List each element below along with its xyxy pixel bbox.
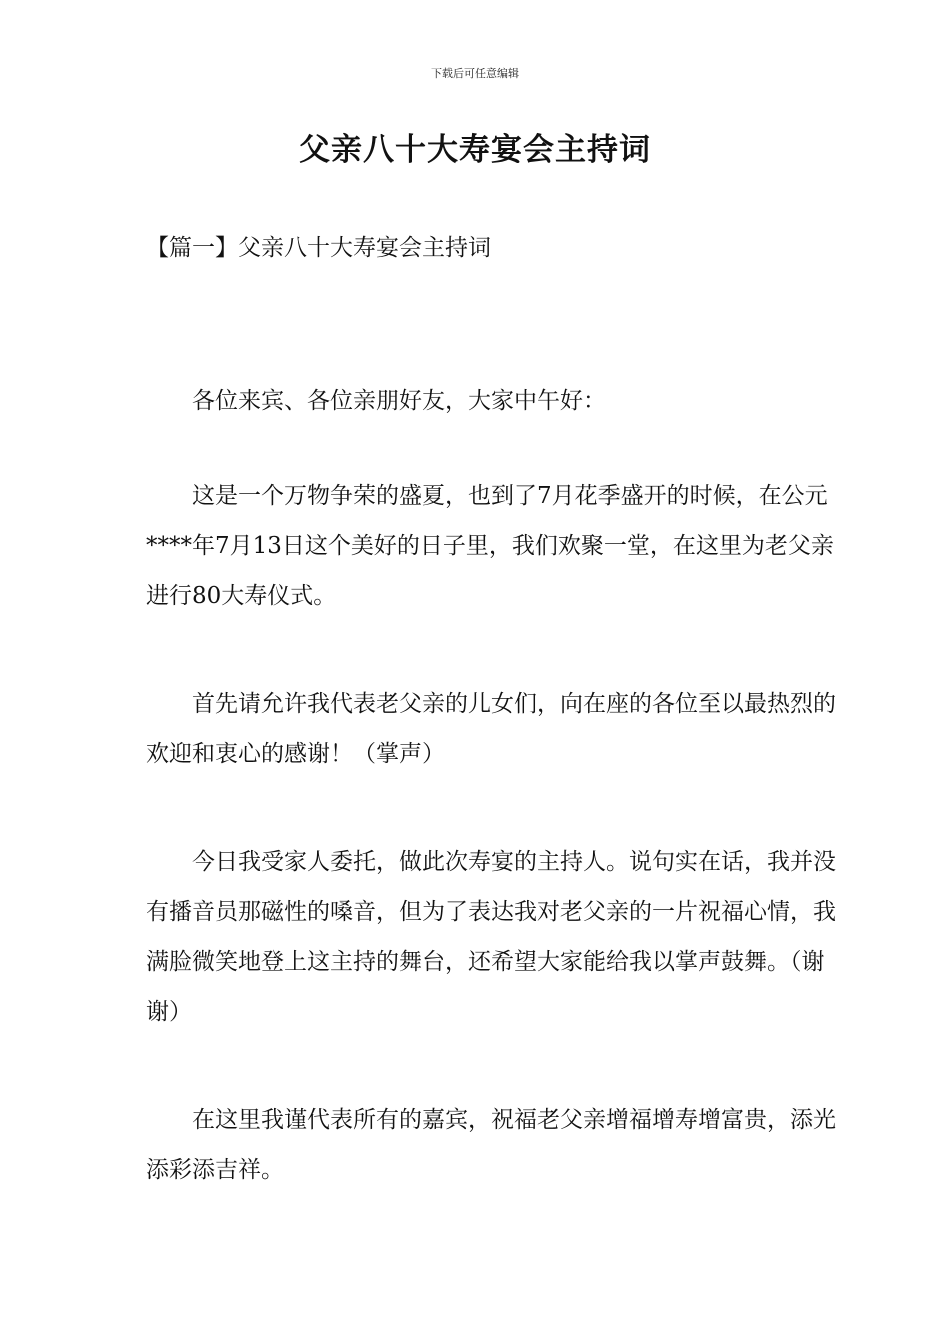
document-body <box>146 376 836 1253</box>
header-note: 下载后可任意编辑 <box>431 67 519 80</box>
paragraph-host-intro: 今日我受家人委托，做此次寿宴的主持人。说句实在话，我并没有播音员那磁性的嗓音，但为了表达我对老父亲的一片祝福心情，我满脸微笑地登上这主持的舞台，还希望大家能给我以掌声鼓舞。（谢谢） <box>146 849 836 1025</box>
paragraph-greeting: 各位来宾、各位亲朋好友，大家中午好： <box>192 388 606 414</box>
paragraph-occasion: 这是一个万物争荣的盛夏，也到了7月花季盛开的时候，在公元****年7月13日这个美好的日子里，我们欢聚一堂，在这里为老父亲进行80大寿仪式。 <box>146 483 834 609</box>
paragraph-blessing: 在这里我谨代表所有的嘉宾，祝福老父亲增福增寿增富贵，添光添彩添吉祥。 <box>146 1107 836 1183</box>
section-heading: 【篇一】父亲八十大寿宴会主持词 <box>146 235 491 261</box>
document-title: 父亲八十大寿宴会主持词 <box>299 132 651 168</box>
paragraph-welcome: 首先请允许我代表老父亲的儿女们，向在座的各位至以最热烈的欢迎和衷心的感谢！（掌声） <box>146 691 836 767</box>
